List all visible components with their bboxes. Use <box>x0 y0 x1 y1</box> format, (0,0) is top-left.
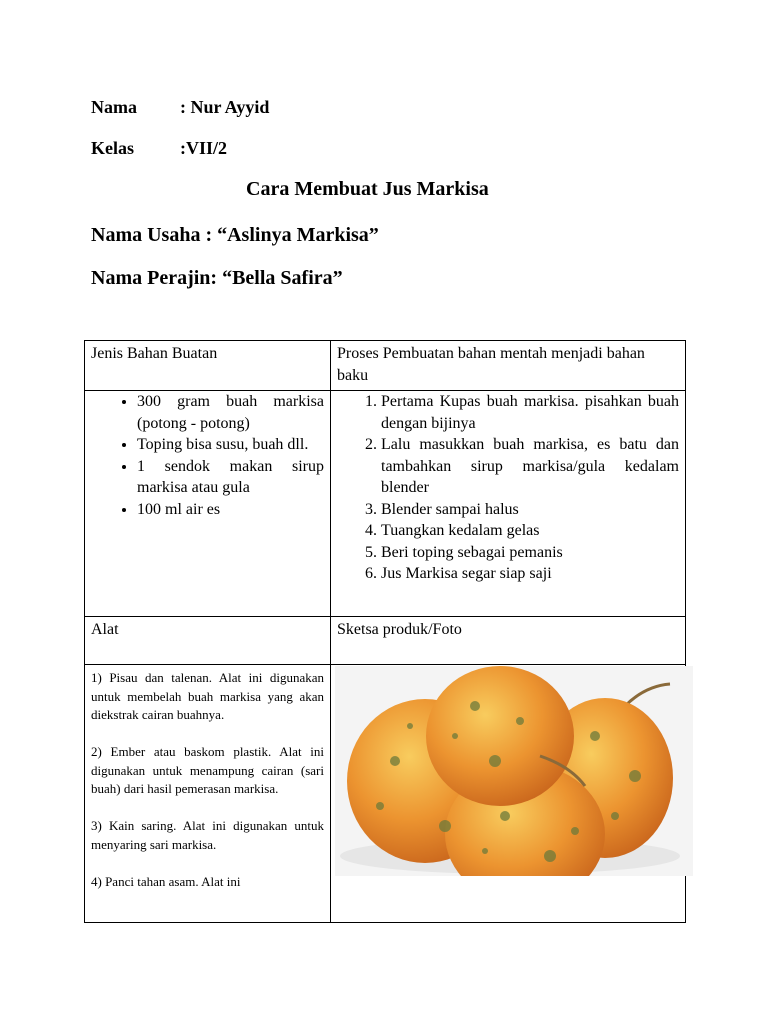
step-item: 6. Jus Markisa segar siap saji <box>381 563 679 585</box>
alat-item: 2) Ember atau baskom plastik. Alat ini digunakan untuk menampung cairan (sari buah) dari hasil pemerasan markisa. <box>91 744 324 796</box>
col-header-bahan: Jenis Bahan Buatan <box>85 341 331 391</box>
ingredients-cell <box>85 391 331 617</box>
nama-perajin: Nama Perajin: “Bella Safira” <box>91 267 343 289</box>
steps-list <box>337 391 679 585</box>
alat-item: 4) Panci tahan asam. Alat ini <box>91 873 241 889</box>
photo-cell <box>331 665 686 923</box>
nama-usaha: Nama Usaha : “Aslinya Markisa” <box>91 224 379 246</box>
ingredient-item: • 1 sendok makan sirup markisa atau gula <box>137 456 324 499</box>
col-header-proses: Proses Pembuatan bahan mentah menjadi bahan baku <box>331 341 686 391</box>
step-item: 5. Beri toping sebagai pemanis <box>381 542 679 564</box>
ingredients-list <box>91 391 324 520</box>
step-item: 3. Blender sampai halus <box>381 499 679 521</box>
page-title: Cara Membuat Jus Markisa <box>246 178 489 200</box>
step-item: 1. Pertama Kupas buah markisa. pisahkan buah dengan bijinya <box>381 391 679 434</box>
recipe-table <box>84 340 686 923</box>
ingredient-item: • 300 gram buah markisa (potong - potong) <box>137 391 324 434</box>
alat-header: Alat <box>85 617 331 665</box>
kelas-value: :VII/2 <box>180 138 228 158</box>
nama-value: : Nur Ayyid <box>180 97 270 117</box>
alat-item: 3) Kain saring. Alat ini digunakan untuk menyaring sari markisa. <box>91 818 324 852</box>
ingredient-item: • 100 ml air es <box>137 499 324 521</box>
kelas-label: Kelas <box>91 138 134 158</box>
alat-item: 1) Pisau dan talenan. Alat ini digunakan untuk membelah buah markisa yang akan diekstrak cairan buahnya. <box>91 670 324 722</box>
sketsa-header: Sketsa produk/Foto <box>331 617 686 665</box>
step-item: 2. Lalu masukkan buah markisa, es batu dan tambahkan sirup markisa/gula kedalam blender <box>381 434 679 499</box>
step-item: 4. Tuangkan kedalam gelas <box>381 520 679 542</box>
ingredient-item: • Toping bisa susu, buah dll. <box>137 434 324 456</box>
steps-cell <box>331 391 686 617</box>
alat-cell <box>85 665 331 923</box>
product-photo <box>335 666 693 876</box>
passion-fruit-icon <box>335 666 693 876</box>
nama-label: Nama <box>91 97 137 117</box>
